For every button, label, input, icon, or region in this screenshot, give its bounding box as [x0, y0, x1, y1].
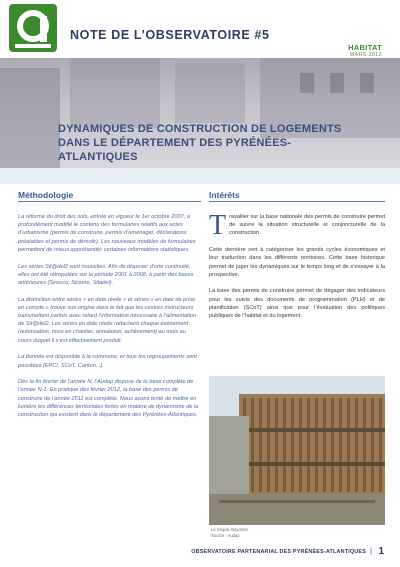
footer-separator: | — [370, 548, 372, 555]
interests-paragraph: Cette dernière sert à catégoriser les grands cycles économiques et leur traduction dans les différents territoires. Cette base historique permet de juger les dynamiques sur le temps long et de s’essayer à la prospective. — [209, 247, 385, 278]
page-title — [58, 122, 368, 164]
accent-bar — [0, 168, 400, 184]
methodology-paragraph: Les séries Sit@del2 sont nouvelles. Afin de disposer d’une continuité, elles ont été rétropolées sur la période 2001 à 2008, à partir des bases antérieures (Sirocco, Sicione, Sitadel). — [18, 263, 194, 286]
photo-caption-source: Source : Audap — [211, 533, 240, 538]
hero-image — [0, 58, 400, 168]
interests-paragraph — [209, 210, 385, 241]
methodology-text — [18, 213, 201, 428]
methodology-paragraph: La réforme du droit des sols, entrée en vigueur le 1er octobre 2007, a profondément modifié le contenu des formulaires relatifs aux actes d’urbanisme (permis de construire, permis d’aménager, déclarations préalables et permis de démolir). Les nouveaux modèles de formulaires permettent de mieux appréhender certaines informations statistiques. — [18, 214, 196, 253]
title-line-2: DANS LE DÉPARTEMENT DES PYRÉNÉES-ATLANTIQUES — [58, 137, 292, 163]
methodology-divider — [18, 201, 201, 202]
date-tag: MARS 2012 — [349, 52, 382, 58]
audap-logo-icon — [9, 4, 57, 52]
interests-text — [209, 210, 385, 329]
interests-divider — [209, 201, 385, 202]
footer-text: OBSERVATOIRE PARTENARIAL DES PYRÉNÉES-ATLANTIQUES — [191, 549, 366, 555]
series-title: NOTE DE L’OBSERVATOIRE #5 — [70, 28, 270, 42]
interests-heading: Intérêts — [209, 190, 240, 200]
photo-caption-place: Le Séqué, Bayonne — [211, 527, 248, 532]
methodology-paragraph: La distinction entre séries « en date réelle » et séries « en date de prise en compte » trouve son origine dans le fait que les centres instructeurs transmettent parfois avec retard l’information nécessaire à l’alimentation de Sit@del2. Les séries en date réelle rattachent chaque événement (autorisation, mise en chantier, annulation, achèvement) au mois au cours duquel il s’est effectivement produit. — [18, 296, 197, 344]
drop-cap: T — [209, 210, 227, 241]
interests-paragraph: La base des permis de construire permet de dégager des indicateurs pour les suivis des documents de programmation (PLH) et de planification (SCoT) ainsi que pour l’évaluation des politiques publiques de l’habitat et du logement. — [209, 288, 385, 320]
building-photo — [209, 376, 385, 525]
methodology-paragraph: Dès la fin février de l’année N, l’Audap dispose de la base complète de l’année N-1. En pratique dès février 2012, la base des permis de construire de l’année 2011 est complète. Nous avons tenté de mettre en lumière les différences territoriales fortes en matière de dynamisme de la construction qui existent dans le département des Pyrénées-Atlantiques. — [18, 379, 199, 419]
title-line-1: DYNAMIQUES DE CONSTRUCTION DE LOGEMENTS — [58, 123, 342, 135]
page-number: 1 — [378, 546, 384, 557]
interests-paragraph-text: ravailler sur la base nationale des permis de construire permet de suivre la situation structurelle et conjoncturelle de la construction. — [229, 214, 385, 237]
methodology-heading: Méthodologie — [18, 190, 74, 200]
methodology-paragraph: La donnée est disponible à la commune, et tous les regroupements sont possibles (EPCI, SCoT, Canton...). — [18, 354, 197, 369]
category-tag: HABITAT — [348, 43, 382, 52]
